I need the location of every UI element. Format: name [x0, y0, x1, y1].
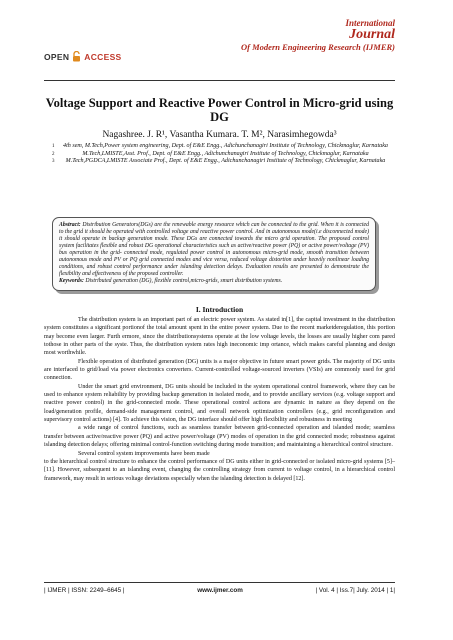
- open-access-open-text: OPEN: [44, 51, 70, 62]
- abstract-text: Distribution Generators(DGs) are the renewable energy resource which can be connected to the grid. When it is connected to the grid it should be operated with controlled voltage and reactive power control. And in autonomous mode(i.e disconnected mode) it should operate in backup generation mode. These DGs are connected towards the micro grid operation. The proposed control system facilitates flexible and robust DG operational characteristics such as active/reactive power (PQ) or active power/voltage (PV) bus operation in the grid- connected mode, regulated power control in autonomous micro-grid mode, smooth transition between autonomous mode and PV or PQ grid connected modes and vice versa, reduced voltage distortion under heavily nonlinear loading conditions, and robust control performance under islanding detection delays. Evaluation results are presented to demonstrate the flexibility and effectiveness of the proposed controller.: [59, 222, 369, 278]
- author-list: Nagashree. J. R¹, Vasantha Kumara. T. M², Narasimhegowda³: [102, 130, 337, 140]
- footer-website-link[interactable]: www.ijmer.com: [197, 587, 243, 594]
- affiliation-number: 2: [52, 151, 55, 157]
- keywords-text: Distributed generation (DG), flexible control,micro-grids, smart distribution systems.: [85, 278, 283, 285]
- paper-title: Voltage Support and Reactive Power Control in Micro-grid using DG: [45, 96, 394, 124]
- affiliations: [52, 143, 391, 166]
- abstract-box: [52, 217, 376, 291]
- affiliation-1: [52, 143, 391, 151]
- open-access-access-text: ACCESS: [84, 51, 122, 62]
- affiliation-text: M.Tech,PGDCA,LMISTE Associate Prof., Dept. of E&E Engg., Adichunchanagiri Institute of Technology, Chickmaglur, Karnataka: [65, 158, 386, 165]
- paragraph: a wide range of control functions, such as seamless transfer between grid-connected operation and islanded mode; seamless transfer between active/reactive power (PQ) and active power/voltage (PV) modes of operation in the grid connected mode; robustness against islanding detection delays; offering minimal control-function switching during mode transition; and maintaining a hierarchical control structure.: [44, 425, 395, 449]
- footer-volume: | Vol. 4 | Iss.7| July. 2014 | 1|: [315, 587, 395, 594]
- footer-issn: | IJMER | ISSN: 2249–6645 |: [44, 587, 125, 594]
- footer-divider: [44, 582, 395, 583]
- keywords-label: Keywords:: [59, 278, 84, 285]
- abstract-label: Abstract:: [59, 222, 81, 228]
- affiliation-text: M.Tech,LMISTE,Asst. Prof., Dept. of E&E Engg., Adichunchanagiri Institute of Technology, Chickmaglur, Karnataka: [82, 150, 369, 157]
- paragraph: Several control system improvements have been made: [78, 450, 210, 457]
- journal-word: Journal: [349, 27, 395, 43]
- affiliation-3: [52, 158, 391, 166]
- affiliation-text: 4th sem, M.Tech,Power system engineering, Dept. of E&E Engg., Adichunchanagiri Institute of Technology, Chickmaglur, Karnataka: [63, 143, 388, 149]
- paragraph: Flexible operation of distributed generation (DG) units is a major objective in future smart power grids. The majority of DG units are interfaced to grid/load via power electronics converters. Current-controlled voltage-sourced inverters (VSIs) are commonly used for grid connection.: [44, 358, 395, 382]
- journal-full-name: Of Modern Engineering Research (IJMER): [241, 42, 395, 53]
- section-heading-introduction: I. Introduction: [195, 305, 244, 314]
- journal-international: International: [345, 18, 395, 28]
- open-lock-icon: [72, 51, 81, 62]
- open-access-logo: [44, 51, 122, 62]
- paragraph: The distribution system is an important part of an electric power system. As stated in[1], the capital investment in the distribution system constitutes a significant portionof the total amount spent in the entire power system. Due to the recent marketderegulation, this portion may become even larger. Furth ermore, since the distributionsystems operate at the low voltage levels, the losses are usually higher com pared tothose in other parts of the syste. Thus, the distribution system rates high ineconomic imp ortance, which makes careful planning and design most worthwhile.: [44, 317, 395, 357]
- paragraph: Under the smart grid environment, DG units should be included in the system operational control framework, where they can be used to enhance system reliability by providing backup generation in isolated mode, and to provide ancillary services (e.g. voltage support and reactive power control) in the grid-connected mode. These operational control actions are dynamic in nature as they depend on the load/generation profile, demand-side management control, and overall network optimization controllers (e.g., grid reconfiguration and supervisory control actions) [4]. To achieve this vision, the DG interface should offer high flexibility and robustness in meeting: [44, 383, 395, 424]
- page-footer: [44, 587, 395, 594]
- journal-masthead: [241, 19, 395, 52]
- affiliation-number: 3: [52, 159, 55, 165]
- header-divider: [44, 80, 395, 81]
- paragraph: to the hierarchical control structure to enhance the control performance of DG units either in grid-connected or isolated micro-grid systems [5]–[11]. However, subsequent to an islanding event, changing the controlling strategy from current to voltage control, in a hierarchical control framework, may result in serious voltage deviations especially when the islanding detection is delayed [12].: [44, 458, 395, 482]
- introduction-body: [44, 316, 395, 483]
- affiliation-number: 1: [52, 144, 55, 149]
